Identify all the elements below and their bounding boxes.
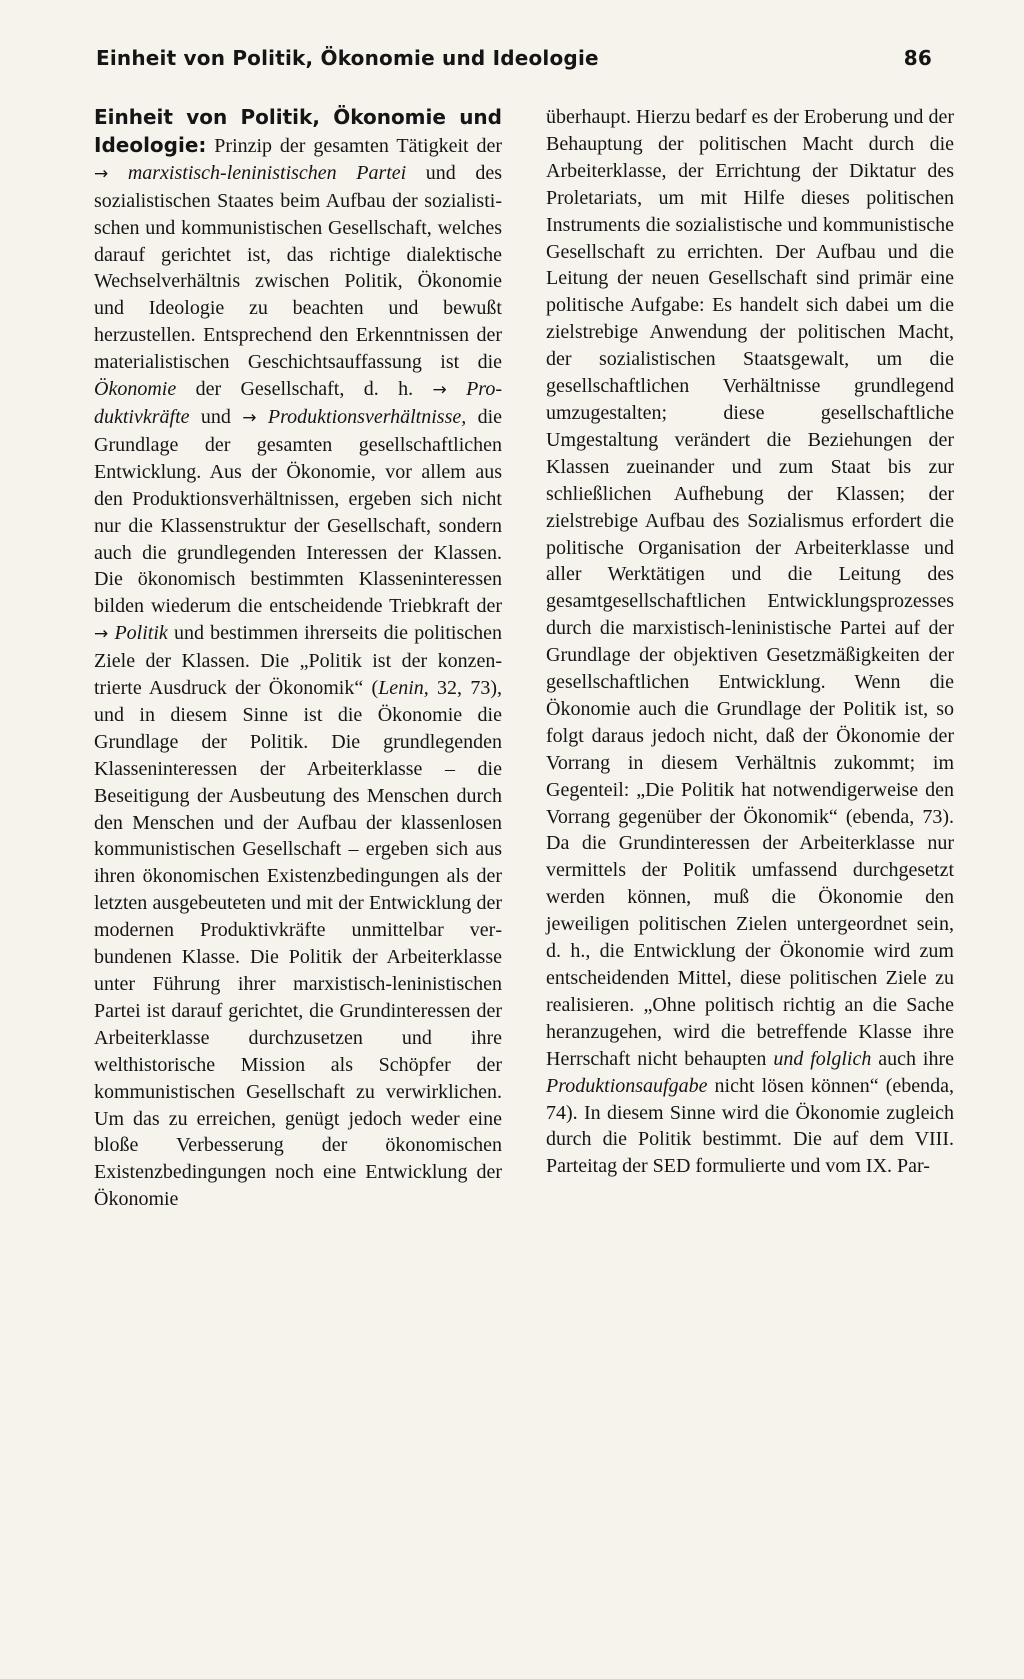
text-run: auch ihre bbox=[878, 1047, 955, 1070]
left-column bbox=[94, 104, 502, 1213]
cross-reference-link[interactable]: Produktionsverhältnisse, bbox=[267, 405, 467, 428]
text-run: und bbox=[200, 405, 231, 428]
emphasis-text: Produktionsaufgabe bbox=[546, 1074, 708, 1097]
emphasis-text: Ökonomie bbox=[94, 378, 177, 401]
entry-paragraph-continued bbox=[546, 104, 954, 1180]
right-column bbox=[546, 104, 954, 1213]
text-run: überhaupt. Hierzu bedarf es der Eroberung und der Behauptung der politischen Macht durch die Arbeiterklasse, der Errichtung der Diktatur des Proletariats, um mit Hilfe dieses politischen Instruments die sozialistische und kommunistische Gesellschaft zu errichten. Der Aufbau und die Leitung der neuen Gesellschaft sind primär eine politische Aufgabe: Es handelt sich dabei um die zielstrebige Anwendung der politischen Macht, der sozialistischen Staatsgewalt, um die gesellschaftlichen Verhältnisse grundlegend umzugestalten; diese gesellschaftliche Umgestaltung verändert die Beziehungen der Klassen zueinander und zum Staat bis zur schließlichen Aufhebung der Klassen; der zielstrebige Aufbau des Sozialismus erfordert die politische Organisation der Arbeiterklasse und aller Werktätigen und die Leitung des gesamtgesellschaftlichen Entwicklungsprozesses durch die marxistisch-leninistische Partei auf der Grundlage der objektiven Gesetzmäßigkeiten der gesellschaftlichen Entwicklung. Wenn die Ökonomie auch die Grundlage der Politik ist, so folgt daraus jedoch nicht, daß der Ökonomie der Vorrang in diesem Verhältnis zukommt; im Gegenteil: „Die Politik hat notwendigerweise den Vorrang gegenüber der Ökonomik“ (ebenda, 73). Da die Grundinteressen der Arbeiterklasse nur vermittels der Politik umfassend durchgesetzt werden können, muß die Ökonomie den jeweiligen politischen Zielen untergeordnet sein, d. h., die Entwicklung der Ökonomie wird zum entscheidenden Mittel, diese politischen Ziele zu realisieren. „Ohne politisch richtig an die Sache heranzugehen, wird die betreffende Klasse ihre Herrschaft nicht behaupten bbox=[546, 106, 954, 1070]
citation-author: Lenin, bbox=[378, 677, 429, 700]
text-run: 32, 73), und in diesem Sinne ist die Ökonomie die Grundlage der Politik. Die grundlegenden Klasseninteressen der Arbeiterklasse – die Beseitigung der Ausbeutung des Menschen durch den Menschen und der Aufbau der klassenlosen kommunistischen Gesellschaft – ergeben sich aus ihren ökonomischen Existenzbedingungen als der letzten ausgebeuteten und mit der Entwicklung der modernen Produktivkräfte unmittelbar verbundenen Klasse. Die Politik der Arbeiterklasse unter Führung ihrer marxistisch-leninistischen Partei ist darauf gerichtet, die Grundinteressen der Arbeiterklasse durchzusetzen und ihre welthistorische Mission als Schöpfer der kommunistischen Gesellschaft zu verwirklichen. Um das zu erreichen, genügt jedoch weder eine bloße Verbesserung der ökonomischen Existenzbedingungen noch eine Entwicklung der Ökonomie bbox=[94, 677, 502, 1211]
running-head bbox=[96, 46, 932, 80]
cross-reference-link[interactable]: Politik bbox=[114, 622, 168, 645]
text-run: die Grundlage der gesamten gesellschaftlichen Entwicklung. Aus der Ökonomie, vor allem aus den Produktionsverhältnissen, ergeben sich nicht nur die Klassenstruktur der Gesellschaft, sondern auch die grundlegenden Interessen der Klassen. Die ökonomisch bestimmten Klasseninteressen bilden wiederum die entscheidende Triebkraft der bbox=[94, 405, 503, 618]
running-head-title: Einheit von Politik, Ökonomie und Ideologie bbox=[96, 46, 599, 70]
text-run: und bestimmen ihrerseits die politischen Ziele der Klassen. Die „Politik ist der konzentrierte Ausdruck der Ökonomik“ ( bbox=[94, 622, 503, 700]
entry-paragraph bbox=[94, 104, 502, 1213]
text-run: nicht lösen können“ (ebenda, 74). In diesem Sinne wird die Ökonomie zugleich durch die Politik bestimmt. Die auf dem VIII. Parteitag der SED formulierte und vom IX. Par- bbox=[546, 1074, 954, 1178]
entry-headword: Einheit von Politik, Ökonomie und Ideologie: bbox=[94, 105, 502, 157]
text-columns bbox=[94, 104, 954, 1213]
cross-reference-link[interactable]: marxistisch-leninistischen Partei bbox=[127, 161, 407, 184]
emphasis-text: und folglich bbox=[773, 1047, 872, 1070]
cross-reference-arrow-icon: → bbox=[432, 380, 447, 401]
cross-reference-link[interactable]: Produktivkräfte bbox=[94, 378, 503, 428]
cross-reference-arrow-icon: → bbox=[94, 163, 109, 184]
text-run: Prinzip der gesamten Tätigkeit der bbox=[214, 134, 502, 157]
cross-reference-arrow-icon: → bbox=[94, 624, 109, 645]
page-number: 86 bbox=[903, 46, 932, 70]
cross-reference-arrow-icon: → bbox=[242, 407, 257, 428]
text-run: und des sozialistischen Staates beim Aufbau der sozialistischen und kommunistischen Gesellschaft, welches darauf gerichtet ist, das richtige dialektische Wechselverhältnis zwischen Politik, Ökonomie und Ideologie zu beachten und bewußt herzustellen. Entsprechend den Erkenntnissen der materialistischen Geschichtsauffassung ist die bbox=[94, 161, 502, 374]
text-run: der Gesellschaft, d. h. bbox=[195, 378, 414, 401]
